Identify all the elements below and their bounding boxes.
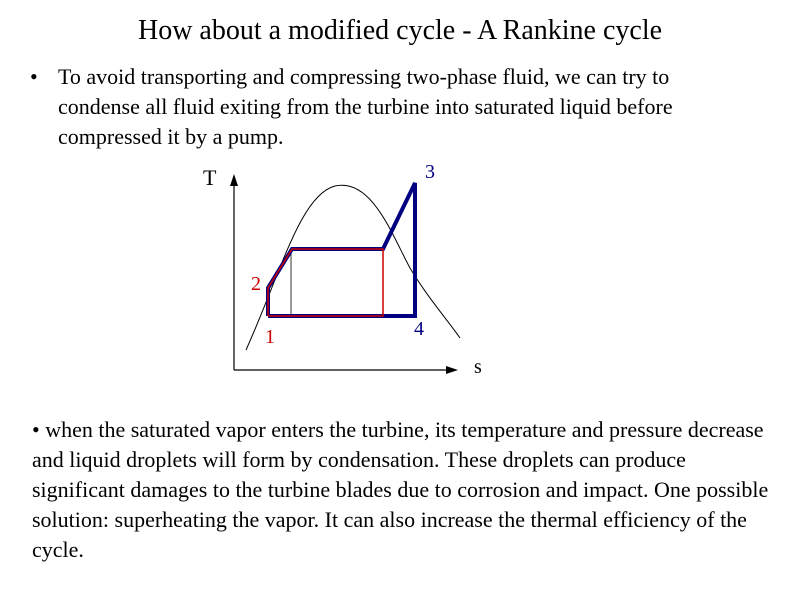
state-label-1: 1 [265,326,275,348]
t-axis-arrow-icon [230,174,238,186]
s-axis-label: s [474,356,482,378]
saturated-cycle-path [268,249,383,316]
superheating-paragraph: • when the saturated vapor enters the turbine, its temperature and pressure decrease and liquid droplets will form by condensation. These droplets can produce significant damages to the turbine blades due to corrosion and impact. One possible solution: superheating the vapor. It can also increase the thermal efficiency of the cycle. [32,417,769,562]
state-label-2: 2 [251,273,261,295]
slide-title: How about a modified cycle - A Rankine cycle [137,15,663,46]
saturation-dome [246,185,460,350]
bullet-marker: • [30,64,38,89]
t-axis-label: T [203,165,217,190]
s-axis-arrow-icon [446,366,458,374]
bullet-text: To avoid transporting and compressing two-phase fluid, we can try to condense all fluid exiting from the turbine into saturated liquid before compressed it by a pump. [58,64,673,149]
state-label-4: 4 [414,318,424,340]
state-label-3: 3 [425,161,435,183]
